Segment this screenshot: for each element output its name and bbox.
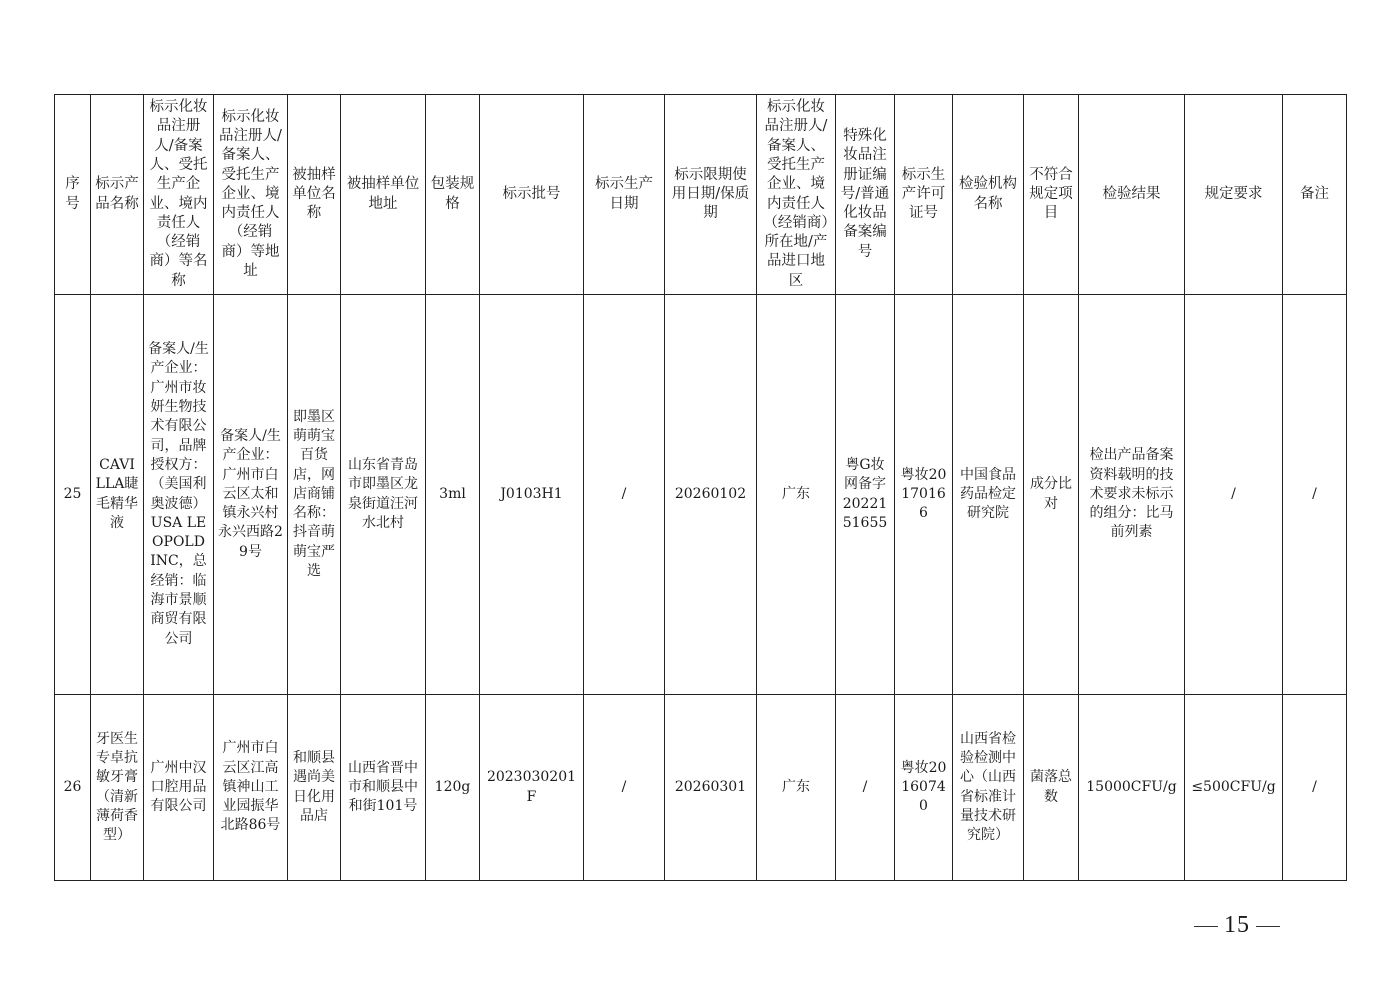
table-cell: 26	[55, 695, 91, 881]
header-cell: 标示批号	[480, 95, 584, 295]
header-cell: 包装规格	[426, 95, 480, 295]
table-cell: 2023030201F	[480, 695, 584, 881]
header-cell: 被抽样单位名称	[288, 95, 341, 295]
table-cell: 粤妆20170166	[895, 295, 953, 695]
table-cell: 备案人/生产企业：广州市白云区太和镇永兴村永兴西路29号	[214, 295, 288, 695]
table-cell: 和顺县遇尚美日化用品店	[288, 695, 341, 881]
table-cell: 粤妆20160740	[895, 695, 953, 881]
header-cell: 特殊化妆品注册证编号/普通化妆品备案编号	[836, 95, 895, 295]
table-cell: 菌落总数	[1024, 695, 1079, 881]
table-cell: 粤G妆网备字2022151655	[836, 295, 895, 695]
header-cell: 序号	[55, 95, 91, 295]
inspection-table	[54, 94, 1347, 881]
table-cell: 广州市白云区江高镇神山工业园振华北路86号	[214, 695, 288, 881]
table-row	[55, 295, 1347, 695]
header-cell: 标示生产日期	[584, 95, 665, 295]
table-cell: 山西省检验检测中心（山西省标准计量技术研究院）	[953, 695, 1024, 881]
page-number	[1188, 912, 1286, 939]
table-cell: 山西省晋中市和顺县中和街101号	[341, 695, 426, 881]
table-cell: 25	[55, 295, 91, 695]
header-cell: 标示化妆品注册人/备案人、受托生产企业、境内责任人（经销商）所在地/产品进口地区	[757, 95, 836, 295]
page-number-dash	[1194, 926, 1218, 927]
header-cell: 标示生产许可证号	[895, 95, 953, 295]
table-cell: /	[1185, 295, 1283, 695]
table-cell: /	[1283, 295, 1347, 695]
header-cell: 标示化妆品注册人/备案人、受托生产企业、境内责任人（经销商）等名称	[144, 95, 214, 295]
table-row	[55, 695, 1347, 881]
table-cell: 3ml	[426, 295, 480, 695]
table-cell: /	[1283, 695, 1347, 881]
header-cell: 标示限期使用日期/保质期	[665, 95, 757, 295]
table-cell: 广东	[757, 295, 836, 695]
header-cell: 被抽样单位地址	[341, 95, 426, 295]
header-cell: 规定要求	[1185, 95, 1283, 295]
table-cell: CAVILLA睫毛精华液	[91, 295, 144, 695]
header-cell: 检验结果	[1079, 95, 1185, 295]
table-cell: /	[836, 695, 895, 881]
table-cell: 即墨区萌萌宝百货店，网店商铺名称：抖音萌萌宝严选	[288, 295, 341, 695]
table-cell: 中国食品药品检定研究院	[953, 295, 1024, 695]
table-cell: 20260102	[665, 295, 757, 695]
table-cell: J0103H1	[480, 295, 584, 695]
page-number-value: 15	[1224, 912, 1250, 938]
table-cell: 120g	[426, 695, 480, 881]
table-cell: 山东省青岛市即墨区龙泉街道汪河水北村	[341, 295, 426, 695]
table-cell: 成分比对	[1024, 295, 1079, 695]
header-cell: 标示产品名称	[91, 95, 144, 295]
header-row	[55, 95, 1347, 295]
table-cell: 检出产品备案资料载明的技术要求未标示的组分：比马前列素	[1079, 295, 1185, 695]
table-cell: 备案人/生产企业：广州市妆妍生物技术有限公司，品牌授权方：（美国利奥波德）USA LEOPOLD INC，总经销：临海市景顺商贸有限公司	[144, 295, 214, 695]
header-cell: 标示化妆品注册人/备案人、受托生产企业、境内责任人（经销商）等地址	[214, 95, 288, 295]
table-cell: 20260301	[665, 695, 757, 881]
table-cell: 广州中汉口腔用品有限公司	[144, 695, 214, 881]
header-cell: 不符合规定项目	[1024, 95, 1079, 295]
table-cell: /	[584, 695, 665, 881]
table-cell: 牙医生专卓抗敏牙膏（清新薄荷香型）	[91, 695, 144, 881]
table-cell: /	[584, 295, 665, 695]
page-number-dash	[1256, 926, 1280, 927]
table-cell: 15000CFU/g	[1079, 695, 1185, 881]
header-cell: 检验机构名称	[953, 95, 1024, 295]
table-cell: 广东	[757, 695, 836, 881]
table-cell: ≤500CFU/g	[1185, 695, 1283, 881]
header-cell: 备注	[1283, 95, 1347, 295]
